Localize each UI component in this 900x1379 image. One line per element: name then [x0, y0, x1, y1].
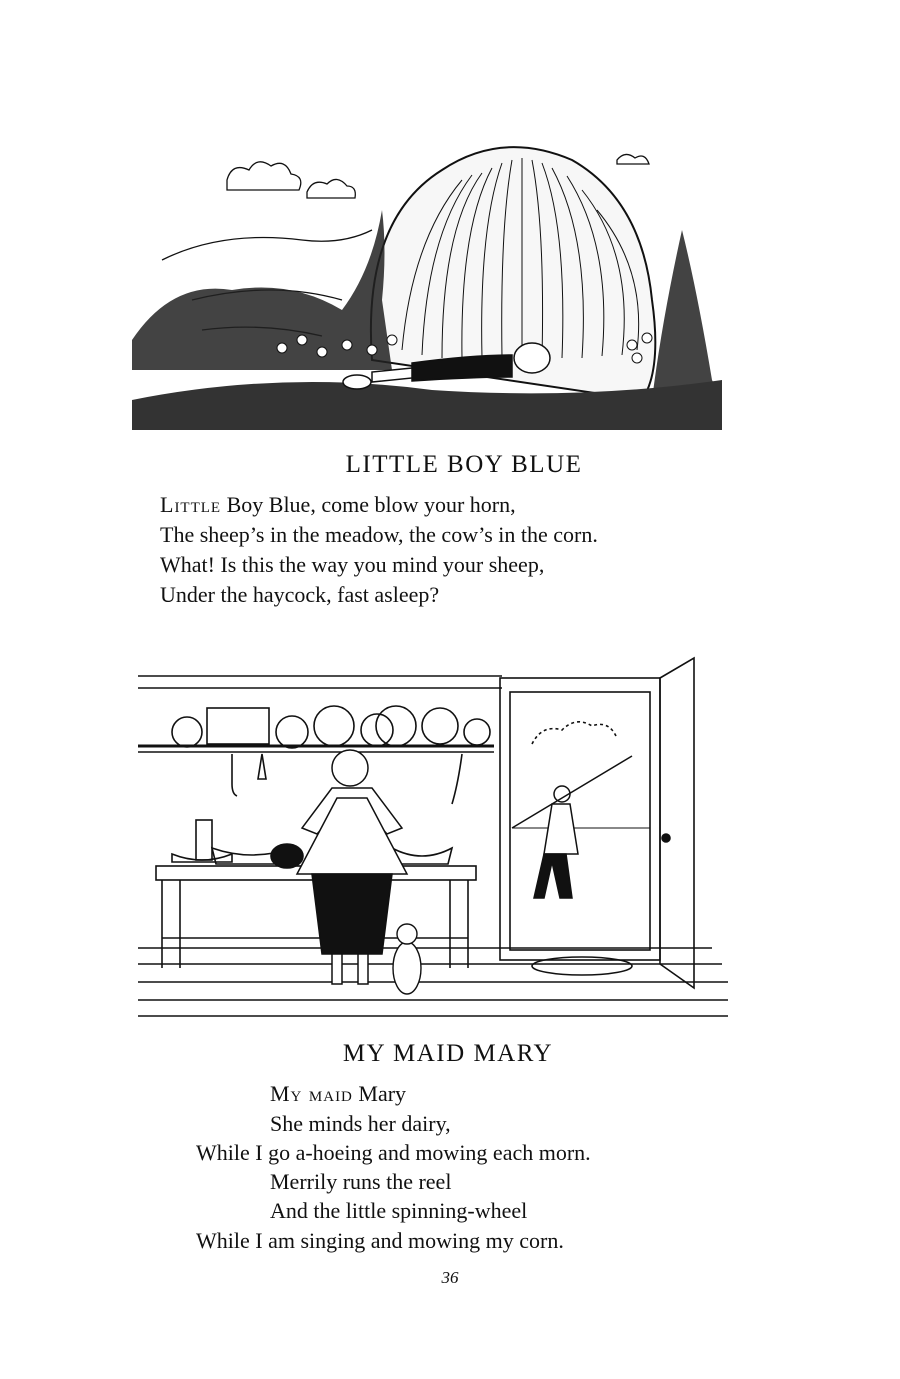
poem-line-dropcap: My maid [270, 1081, 353, 1106]
poem-line [270, 1080, 406, 1108]
cloud [617, 154, 649, 164]
poem-line: The sheep’s in the meadow, the cow’s in the corn. [160, 522, 598, 547]
poem-title-little-boy-blue: LITTLE BOY BLUE [345, 451, 583, 478]
poem-line: Under the haycock, fast asleep? [160, 582, 440, 607]
grass-left [132, 210, 392, 370]
poem-line: What! Is this the way you mind your sheep, [160, 552, 545, 577]
poem-line: And the little spinning-wheel [270, 1198, 528, 1223]
poem-line-dropcap: Little [160, 492, 222, 517]
cloud [227, 162, 301, 190]
poem-line: Merrily runs the reel [270, 1169, 452, 1194]
grass-right [652, 230, 722, 400]
cat-figure [393, 924, 421, 994]
poem-line: While I go a-hoeing and mowing each morn. [196, 1140, 591, 1165]
poem-line-text: Boy Blue, come blow your horn, [221, 492, 516, 517]
poem-line: While I am singing and mowing my corn. [196, 1228, 564, 1253]
poem-line-text: Mary [352, 1081, 407, 1106]
poem-line [160, 491, 516, 519]
cloud [307, 179, 355, 198]
farmer-figure [512, 756, 632, 898]
kitchen-maid-illustration [132, 648, 728, 1028]
maid-figure [297, 750, 407, 984]
poem-title-my-maid-mary: MY MAID MARY [342, 1040, 554, 1067]
haystack-sleeping-boy-illustration [132, 100, 722, 430]
page-number: 36 [441, 1268, 459, 1287]
poem-line: She minds her dairy, [270, 1111, 451, 1136]
